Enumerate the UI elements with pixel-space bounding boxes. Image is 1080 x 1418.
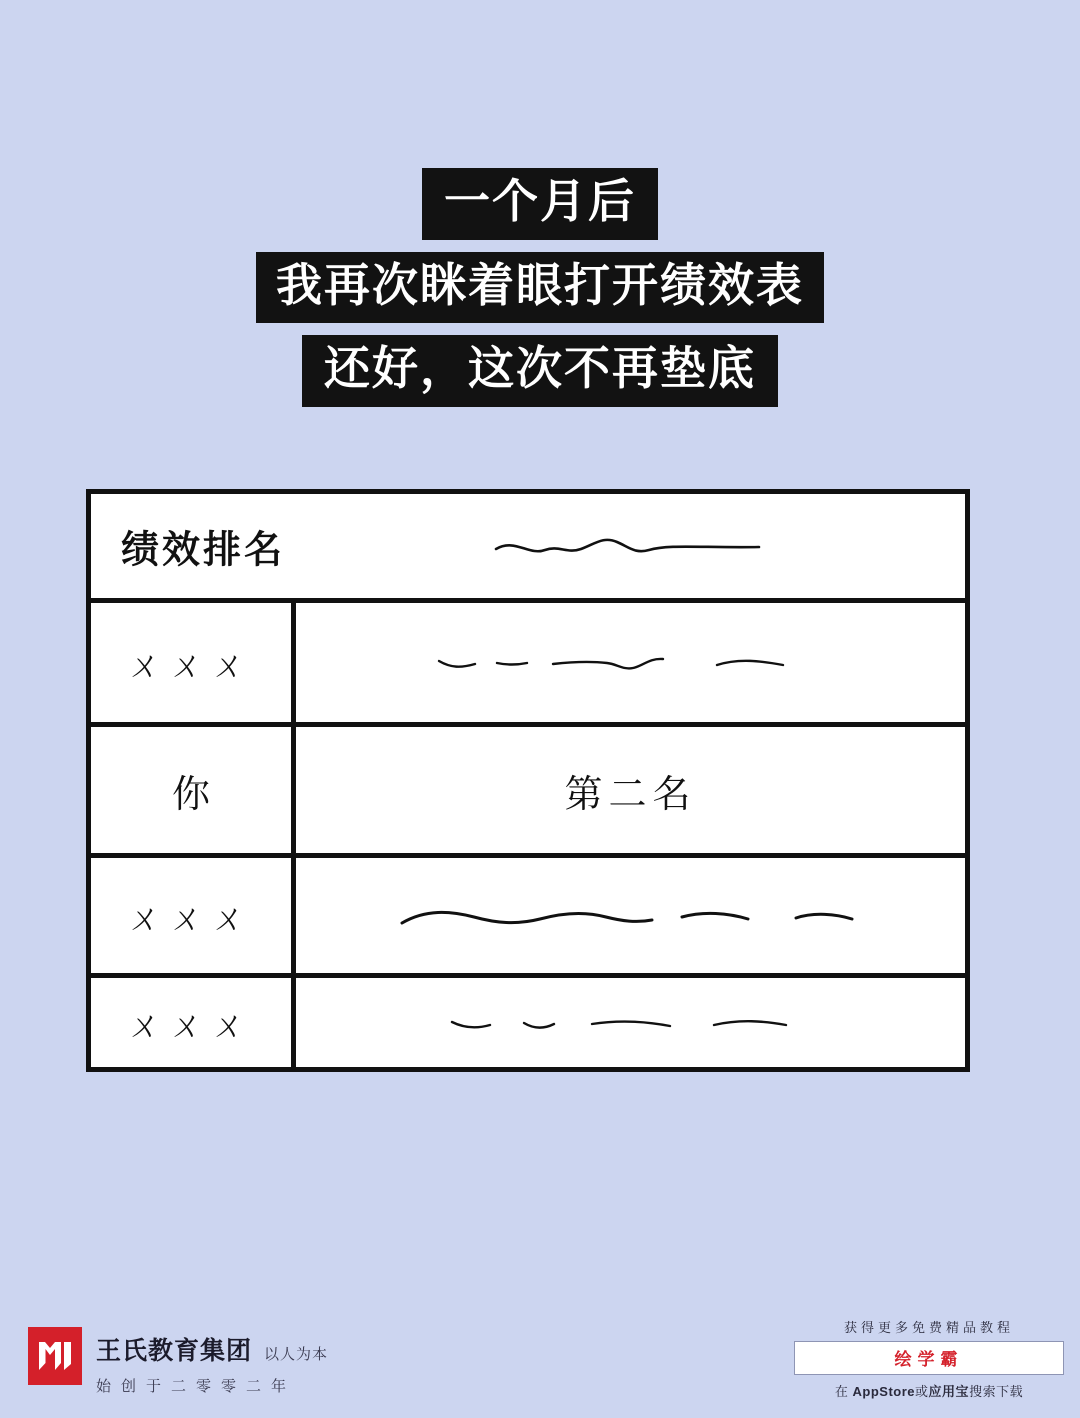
table-row-name-cell bbox=[91, 603, 291, 722]
brand-established: 始创于二零零二年 bbox=[96, 1378, 297, 1395]
handwriting-squiggle-icon bbox=[431, 648, 831, 678]
promo-line-1: 获得更多免费精品教程 bbox=[843, 1320, 1014, 1335]
table-row-name-cell bbox=[91, 858, 291, 973]
promo-badge[interactable] bbox=[794, 1341, 1064, 1375]
table-row-value-cell bbox=[291, 858, 965, 973]
handwriting-squiggle-icon bbox=[446, 1009, 816, 1037]
headline-line-3: 还好，这次不再垫底 bbox=[302, 335, 778, 407]
table-header-label: 绩效排名 bbox=[121, 529, 286, 572]
brand-slogan: 以人为本 bbox=[264, 1346, 329, 1363]
promo-badge-label: 绘学霸 bbox=[894, 1350, 964, 1369]
logo-glyph-icon bbox=[36, 1339, 74, 1373]
table-row-name-cell-you bbox=[91, 727, 291, 853]
brand-footer bbox=[28, 1327, 328, 1396]
table-header-row bbox=[91, 494, 965, 598]
table-header-title-cell bbox=[91, 494, 291, 598]
promo-line3-yingyongbao: 应用宝 bbox=[928, 1384, 970, 1399]
table-row-value-cell-you bbox=[291, 727, 965, 853]
handwriting-squiggle-icon bbox=[396, 901, 866, 931]
promo-line-3 bbox=[794, 1381, 1064, 1400]
table-row bbox=[91, 973, 965, 1067]
table-row-name: ㄨㄨㄨ bbox=[125, 901, 256, 938]
table-row-name-cell bbox=[91, 978, 291, 1067]
performance-ranking-table bbox=[86, 489, 970, 1072]
table-row-you bbox=[91, 722, 965, 853]
table-row-value-cell bbox=[291, 603, 965, 722]
handwriting-squiggle-icon bbox=[493, 530, 763, 562]
wangshi-logo-icon bbox=[28, 1327, 82, 1385]
headline-row-3 bbox=[0, 323, 1080, 407]
table-header-squiggle-cell bbox=[291, 494, 965, 598]
headline-block bbox=[0, 168, 1080, 407]
promo-line3-post: 搜索下载 bbox=[969, 1384, 1024, 1399]
promo-line3-appstore: AppStore bbox=[852, 1384, 916, 1399]
promo-line3-mid: 或 bbox=[915, 1384, 929, 1399]
headline-line-1: 一个月后 bbox=[422, 168, 658, 240]
headline-row-1 bbox=[0, 168, 1080, 240]
headline-row-2 bbox=[0, 240, 1080, 324]
brand-text-block bbox=[96, 1327, 328, 1396]
promo-footer bbox=[794, 1317, 1064, 1400]
promo-line3-pre: 在 bbox=[834, 1384, 853, 1399]
table-row bbox=[91, 853, 965, 973]
table-row-value-cell bbox=[291, 978, 965, 1067]
brand-row bbox=[96, 1331, 328, 1367]
table-row-name-you: 你 bbox=[171, 773, 210, 816]
headline-line-2: 我再次眯着眼打开绩效表 bbox=[256, 252, 824, 324]
table-row-value-you: 第二名 bbox=[564, 773, 697, 816]
table-row-name: ㄨㄨㄨ bbox=[125, 648, 256, 685]
brand-name: 王氏教育集团 bbox=[96, 1338, 253, 1365]
table-row bbox=[91, 598, 965, 722]
table-row-name: ㄨㄨㄨ bbox=[125, 1008, 256, 1045]
